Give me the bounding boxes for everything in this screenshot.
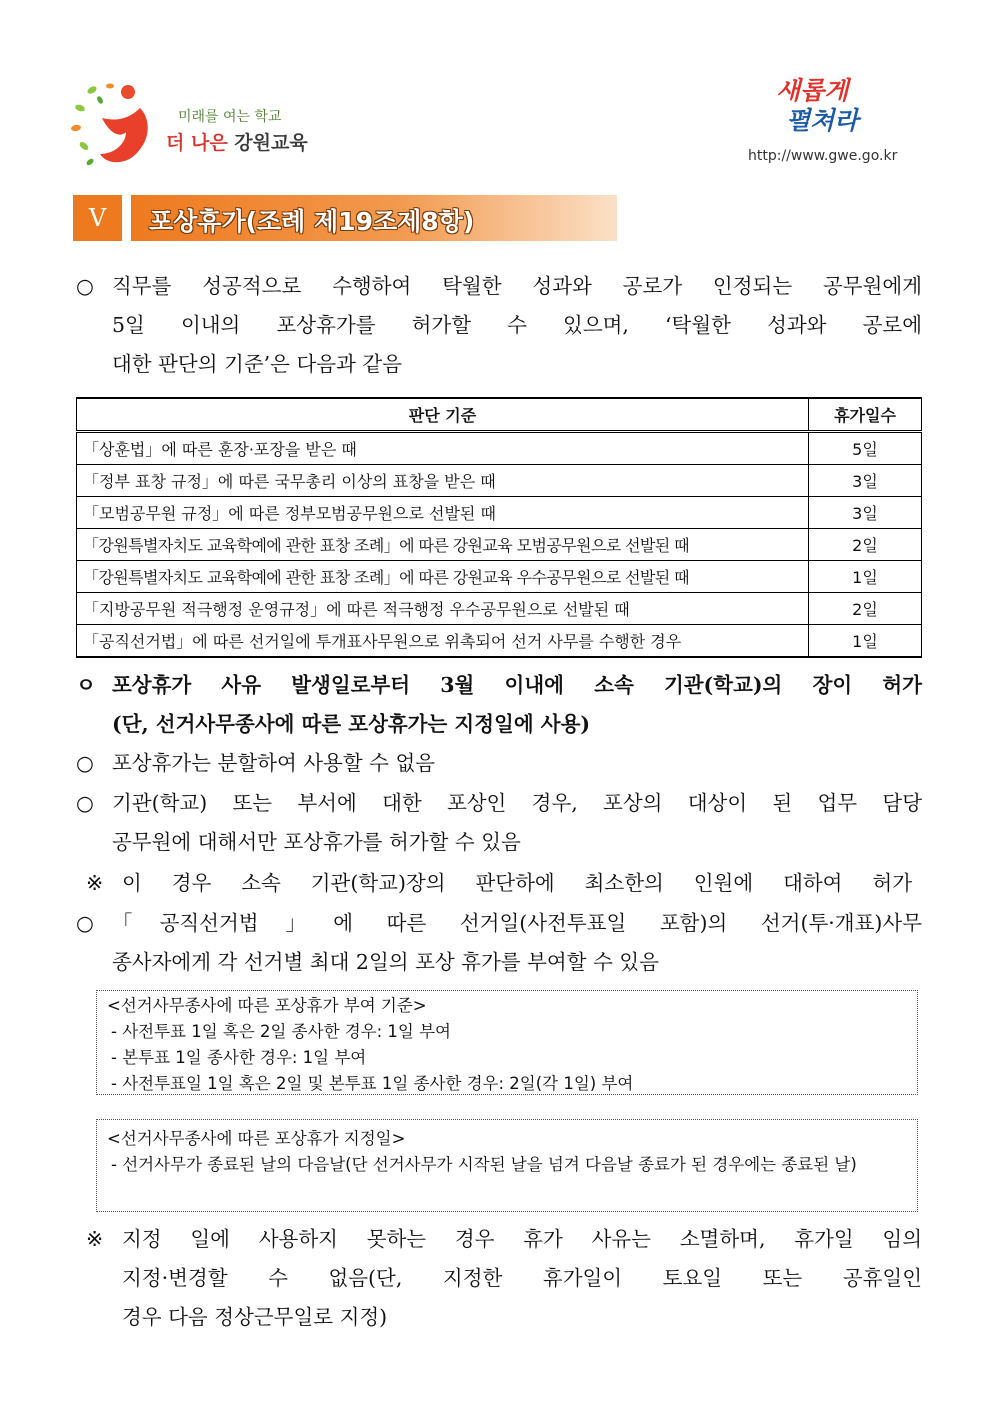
paragraph-line: 경우 다음 정상근무일로 지정) — [122, 1305, 388, 1329]
approval-paragraph — [76, 666, 922, 744]
slogan-text — [776, 76, 858, 136]
table-row — [77, 593, 922, 625]
table-cell-criterion: 「강원특별자치도 교육학예에 관한 표창 조례」에 따른 강원교육 모범공무원으로 선발된 때 — [77, 529, 809, 561]
paragraph-line: 「공직선거법」에 따른 선거일(사전투표일 포함)의 선거(투·개표)사무 — [112, 911, 922, 935]
bullet: ○ — [76, 791, 94, 815]
election-date-box — [96, 1119, 918, 1212]
paragraph-line: 포상휴가는 분할하여 사용할 수 없음 — [112, 751, 436, 775]
table-cell-criterion: 「정부 표창 규정」에 따른 국무총리 이상의 표창을 받은 때 — [77, 465, 809, 497]
intro-paragraph — [76, 267, 922, 384]
note-mark: ※ — [86, 871, 104, 895]
bullet: ○ — [76, 751, 94, 775]
box-title: <선거사무종사에 따른 포상휴가 부여 기준> — [107, 996, 427, 1015]
table-cell-days: 2일 — [809, 529, 922, 561]
logo-person-icon — [70, 78, 170, 168]
table-row — [77, 561, 922, 593]
paragraph-line: 기관(학교) 또는 부서에 대한 포상인 경우, 포상의 대상이 된 업무 담당 — [112, 791, 922, 815]
table-cell-criterion: 「지방공무원 적극행정 운영규정」에 따른 적극행정 우수공무원으로 선발된 때 — [77, 593, 809, 625]
website-url: http://www.gwe.go.kr — [748, 148, 898, 164]
gwe-logo — [70, 78, 320, 168]
slogan-line-2: 펼쳐라 — [786, 106, 859, 135]
election-criteria-box — [96, 990, 918, 1095]
table-cell-criterion: 「강원특별자치도 교육학예에 관한 표창 조례」에 따른 강원교육 우수공무원으로 선발된 때 — [77, 561, 809, 593]
paragraph-line: 지정 일에 사용하지 못하는 경우 휴가 사유는 소멸하며, 휴가일 임의 — [122, 1227, 922, 1251]
table-row — [77, 432, 922, 465]
table-cell-days: 1일 — [809, 625, 922, 658]
bullet: ○ — [76, 911, 94, 935]
box-item: - 사전투표일 1일 혹은 2일 및 본투표 1일 종사한 경우: 2일(각 1일) 부여 — [111, 1074, 634, 1093]
intro-line: 5일 이내의 포상휴가를 허가할 수 있으며, ‘탁월한 성과와 공로에 — [112, 313, 922, 337]
section-number: Ⅴ — [73, 195, 122, 241]
logo-title: 더 나은 강원교육 — [166, 132, 308, 154]
table-header: 판단 기준 — [77, 398, 809, 432]
table-row — [77, 529, 922, 561]
section-title: 포상휴가(조례 제19조제8항) — [149, 207, 475, 236]
note-paragraph — [86, 864, 912, 903]
box-item: - 선거사무가 종료된 날의 다음날(단 선거사무가 시작된 날을 넘겨 다음날 종료가 된 경우에는 종료된 날) — [111, 1155, 857, 1174]
slogan-logo — [748, 76, 910, 171]
department-award-paragraph — [76, 784, 922, 862]
table-row — [77, 625, 922, 658]
table-row — [77, 497, 922, 529]
note-mark: ※ — [86, 1227, 104, 1251]
section-title-bar — [131, 195, 617, 241]
table-cell-criterion: 「모범공무원 규정」에 따른 정부모범공무원으로 선발된 때 — [77, 497, 809, 529]
table-header-row — [77, 398, 922, 432]
intro-line: 대한 판단의 기준’은 다음과 같음 — [112, 352, 403, 376]
criteria-table — [76, 397, 922, 658]
table-cell-criterion: 「공직선거법」에 따른 선거일에 투개표사무원으로 위촉되어 선거 사무를 수행한 경우 — [77, 625, 809, 658]
election-paragraph — [76, 904, 922, 982]
box-item: - 사전투표 1일 혹은 2일 종사한 경우: 1일 부여 — [111, 1022, 451, 1041]
box-item: - 본투표 1일 종사한 경우: 1일 부여 — [111, 1048, 367, 1067]
table-header: 휴가일수 — [809, 398, 922, 432]
paragraph-line: 종사자에게 각 선거별 최대 2일의 포상 휴가를 부여할 수 있음 — [112, 950, 659, 974]
bullet: ○ — [76, 274, 94, 298]
paragraph-line: 이 경우 소속 기관(학교)장의 판단하에 최소한의 인원에 대하여 허가 — [122, 871, 912, 895]
table-cell-days: 5일 — [809, 432, 922, 465]
no-split-paragraph — [76, 744, 922, 783]
paragraph-line: 포상휴가 사유 발생일로부터 3월 이내에 소속 기관(학교)의 장이 허가 — [112, 673, 922, 697]
logo-subtitle: 미래를 여는 학교 — [178, 109, 282, 125]
table-cell-days: 1일 — [809, 561, 922, 593]
paragraph-line: (단, 선거사무종사에 따른 포상휴가는 지정일에 사용) — [112, 712, 591, 736]
paragraph-line: 지정·변경할 수 없음(단, 지정한 휴가일이 토요일 또는 공휴일인 — [122, 1266, 922, 1290]
table-cell-criterion: 「상훈법」에 따른 훈장·포장을 받은 때 — [77, 432, 809, 465]
final-note-paragraph — [86, 1220, 922, 1337]
intro-line: 직무를 성공적으로 수행하여 탁월한 성과와 공로가 인정되는 공무원에게 — [112, 274, 922, 298]
paragraph-line: 공무원에 대해서만 포상휴가를 허가할 수 있음 — [112, 830, 521, 854]
table-cell-days: 3일 — [809, 497, 922, 529]
bullet: ㅇ — [76, 673, 96, 697]
table-row — [77, 465, 922, 497]
table-cell-days: 2일 — [809, 593, 922, 625]
box-title: <선거사무종사에 따른 포상휴가 지정일> — [107, 1129, 406, 1148]
slogan-line-1: 새롭게 — [776, 76, 849, 105]
table-cell-days: 3일 — [809, 465, 922, 497]
